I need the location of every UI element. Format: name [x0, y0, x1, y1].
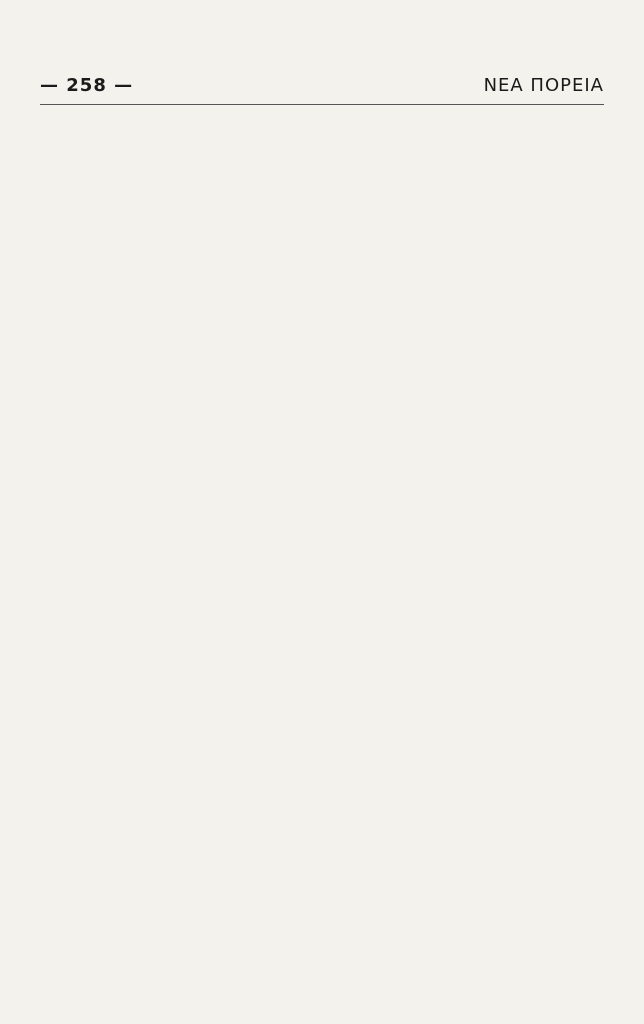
- right-column: [347, 118, 604, 994]
- header-divider: [40, 104, 604, 105]
- page-header: [40, 70, 604, 100]
- left-column: [60, 118, 317, 994]
- article-body: [60, 118, 604, 994]
- journal-title: ΝΕΑ ΠΟΡΕΙΑ: [483, 74, 604, 96]
- page-number: — 258 —: [40, 74, 134, 96]
